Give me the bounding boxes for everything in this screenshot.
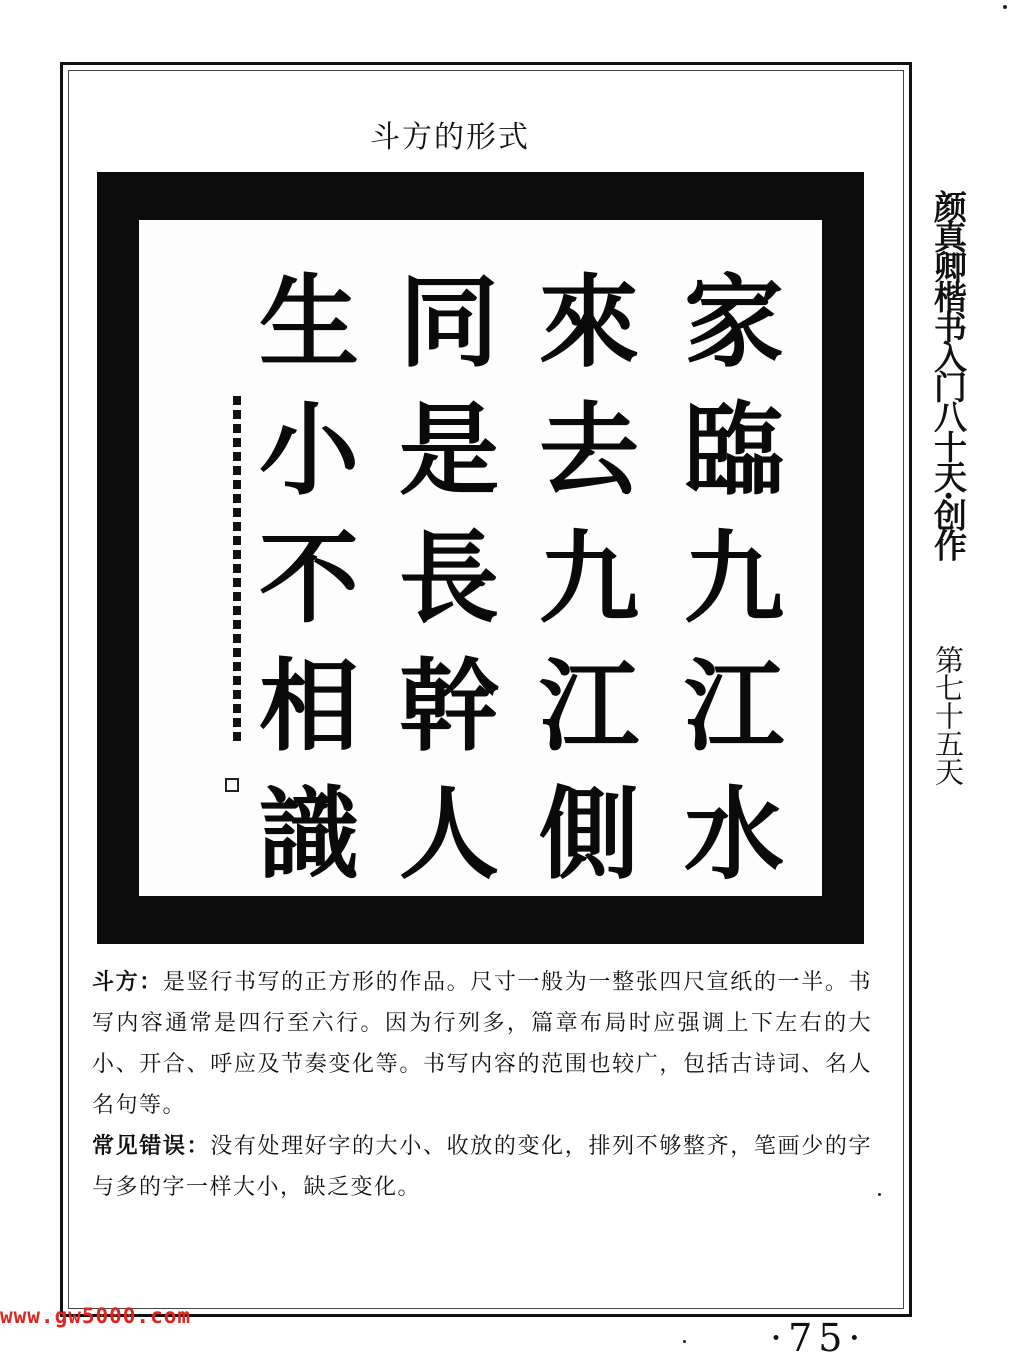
calligraphy-char: 臨 <box>684 391 784 509</box>
calligraphy-char: 江 <box>684 647 784 765</box>
watermark: www.gw5000.com <box>0 1304 192 1328</box>
description-block <box>92 962 872 1208</box>
page-number: ·75· <box>770 1316 867 1360</box>
section-title: 斗方的形式 <box>370 120 530 155</box>
calligraphy-column-4 <box>234 258 384 898</box>
term-label: 斗方： <box>92 969 163 995</box>
signature-placeholder-strip <box>233 396 241 744</box>
calligraphy-char: 去 <box>539 391 639 509</box>
calligraphy-column-3 <box>374 258 524 898</box>
side-book-title: 颜真卿楷书入门八十天·创作 <box>929 190 968 559</box>
calligraphy-char: 是 <box>399 391 499 509</box>
calligraphy-char: 長 <box>399 519 499 637</box>
calligraphy-char: 幹 <box>399 647 499 765</box>
calligraphy-char: 同 <box>399 263 499 381</box>
scan-speck <box>683 1340 686 1343</box>
errors-text: 没有处理好字的大小、收放的变化，排列不够整齐，笔画少的字与多的字一样大小，缺乏变化。 <box>92 1134 872 1200</box>
errors-paragraph <box>92 1126 872 1208</box>
calligraphy-column-1 <box>659 258 809 898</box>
calligraphy-char: 九 <box>684 519 784 637</box>
seal-placeholder-box <box>225 778 239 792</box>
errors-label: 常见错误： <box>92 1133 211 1159</box>
calligraphy-char: 相 <box>259 647 359 765</box>
scan-speck <box>878 1193 881 1196</box>
scan-speck <box>1003 5 1007 9</box>
term-text: 是竖行书写的正方形的作品。尺寸一般为一整张四尺宣纸的一半。书写内容通常是四行至六行。因为行列多，篇章布局时应强调上下左右的大小、开合、呼应及节奏变化等。书写内容的范围也较广，包括古诗词、名人名句等。 <box>92 970 872 1118</box>
definition-paragraph <box>92 962 872 1126</box>
calligraphy-paper <box>139 220 822 896</box>
calligraphy-char: 江 <box>539 647 639 765</box>
calligraphy-column-2 <box>514 258 664 898</box>
calligraphy-char: 家 <box>684 263 784 381</box>
calligraphy-char: 不 <box>259 519 359 637</box>
calligraphy-char: 識 <box>259 775 359 893</box>
calligraphy-char: 人 <box>399 775 499 893</box>
calligraphy-char: 來 <box>539 263 639 381</box>
calligraphy-char: 側 <box>539 775 639 893</box>
calligraphy-char: 水 <box>684 775 784 893</box>
side-day-label: 第七十五天 <box>931 645 965 785</box>
calligraphy-mount <box>97 172 864 944</box>
calligraphy-char: 生 <box>259 263 359 381</box>
calligraphy-char: 九 <box>539 519 639 637</box>
calligraphy-char: 小 <box>259 391 359 509</box>
